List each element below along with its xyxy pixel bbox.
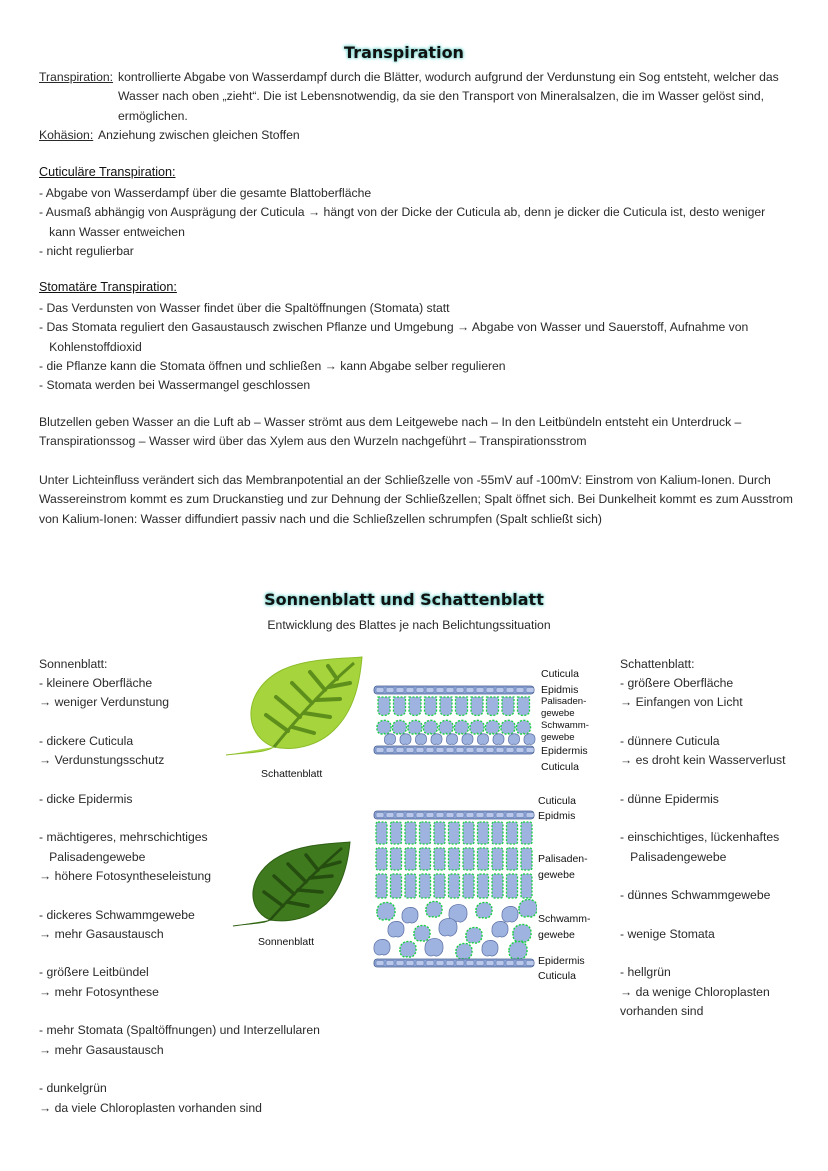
list-item: vorhanden sind xyxy=(620,1004,704,1019)
cuticular-heading: Cuticuläre Transpiration: xyxy=(39,165,176,179)
epidermis-cell xyxy=(516,813,524,818)
list-item: → Einfangen von Licht xyxy=(620,695,743,710)
list-item: → mehr Gasaustausch xyxy=(39,926,164,941)
palisade-cell xyxy=(478,874,489,898)
list-item: → mehr Fotosynthese xyxy=(39,984,159,999)
epidermis-cell xyxy=(416,748,424,753)
epidermis-cell xyxy=(396,813,404,818)
palisade-cell xyxy=(405,874,416,898)
list-item: - größere Leitbündel xyxy=(39,965,149,980)
palisade-cell xyxy=(463,874,474,898)
definition-transpiration xyxy=(118,68,779,126)
palisade-cell xyxy=(463,822,474,844)
palisade-cell xyxy=(449,822,460,844)
palisade-cell xyxy=(478,848,489,870)
list-item: - dünnes Schwammgewebe xyxy=(620,888,771,903)
paragraph-line: Wassereinstrom kommt es zum Druckanstieg und zur Dehnung der Schließzellen; Spalt öffnet sich. Bei Dunkelheit kommt es zum Ausstrom xyxy=(39,492,793,507)
list-item: - Stomata werden bei Wassermangel geschlossen xyxy=(39,378,311,393)
spongy-cell xyxy=(462,734,473,745)
list-item: → weniger Verdunstung xyxy=(39,695,170,710)
spongy-cell xyxy=(388,921,404,937)
spongy-cell xyxy=(470,720,484,734)
spongy-cell xyxy=(400,734,411,745)
epidermis-cell xyxy=(466,748,474,753)
palisade-cell xyxy=(376,848,387,870)
spongy-cell xyxy=(374,939,390,955)
paragraph-membrane-potential xyxy=(39,471,793,529)
list-item: - Abgabe von Wasserdampf über die gesamte Blattoberfläche xyxy=(39,186,372,200)
shade-label-epidermis-bottom: Epidermis xyxy=(541,745,588,757)
list-item: - hellgrün xyxy=(620,965,671,980)
definition-line: ermöglichen. xyxy=(118,108,188,123)
section-title: Sonnenblatt und Schattenblatt xyxy=(264,590,544,609)
epidermis-cell xyxy=(386,748,394,753)
epidermis-cell xyxy=(486,813,494,818)
epidermis-cell xyxy=(526,748,534,753)
sun-cross-section xyxy=(372,809,537,971)
epidermis-cell xyxy=(466,813,474,818)
epidermis-cell xyxy=(526,688,534,693)
list-item: - größere Oberfläche xyxy=(620,676,734,690)
shade-label-palisade-2: gewebe xyxy=(541,708,575,719)
epidermis-cell xyxy=(416,813,424,818)
shade-label-spongy-2: gewebe xyxy=(541,732,575,743)
paragraph-transpiration-flow xyxy=(39,413,741,452)
palisade-cell xyxy=(507,822,518,844)
sun-label-cuticula-bottom: Cuticula xyxy=(538,970,576,982)
epidermis-cell xyxy=(416,688,424,693)
shade-heading: Schattenblatt: xyxy=(620,657,695,671)
list-item: - die Pflanze kann die Stomata öffnen und schließen → kann Abgabe selber regulieren xyxy=(39,358,506,373)
list-item: - Das Verdunsten von Wasser findet über die Spaltöffnungen (Stomata) statt xyxy=(39,301,450,315)
spacer xyxy=(39,1002,320,1021)
list-item: Palisadengewebe xyxy=(39,849,146,864)
epidermis-cell xyxy=(526,813,534,818)
sun-label-epidermis-top: Epidmis xyxy=(538,810,576,822)
sun-leaf-icon xyxy=(230,838,355,933)
list-item: → da viele Chloroplasten vorhanden sind xyxy=(39,1100,262,1115)
list-item: - Das Stomata reguliert den Gasaustausch zwischen Pflanze und Umgebung → Abgabe von Wasser und Sauerstoff, Aufnahme von xyxy=(39,320,749,335)
list-item: - Ausmaß abhängig von Ausprägung der Cuticula → hängt von der Dicke der Cuticula ab, denn je dicker die Cuticula ist, desto weniger xyxy=(39,205,766,220)
spongy-cell xyxy=(425,938,443,956)
list-item: → mehr Gasaustausch xyxy=(39,1042,164,1057)
spongy-cell xyxy=(439,918,457,936)
palisade-cell xyxy=(502,697,514,716)
epidermis-cell xyxy=(436,748,444,753)
spacer xyxy=(39,809,320,828)
palisade-cell xyxy=(405,822,416,844)
epidermis-cell xyxy=(376,813,384,818)
epidermis-cell xyxy=(466,961,474,966)
palisade-cell xyxy=(471,697,483,716)
spacer xyxy=(620,867,786,886)
spongy-cell xyxy=(524,734,535,745)
list-item: - dickere Cuticula xyxy=(39,733,134,748)
epidermis-cell xyxy=(426,688,434,693)
epidermis-cell xyxy=(496,748,504,753)
spacer xyxy=(620,906,786,925)
palisade-cell xyxy=(409,697,421,716)
list-item: → da wenige Chloroplasten xyxy=(620,984,770,999)
epidermis-cell xyxy=(506,961,514,966)
sun-label-spongy-2: gewebe xyxy=(538,929,575,941)
palisade-cell xyxy=(376,822,387,844)
list-item: → es droht kein Wasserverlust xyxy=(620,753,786,768)
palisade-cell xyxy=(456,697,468,716)
paragraph-line: von Kalium-Ionen: Wasser diffundiert passiv nach und die Schließzellen schrumpfen (Spalt schließt sich) xyxy=(39,511,602,526)
epidermis-cell xyxy=(506,688,514,693)
palisade-cell xyxy=(434,822,445,844)
epidermis-cell xyxy=(426,961,434,966)
list-item: Palisadengewebe xyxy=(620,849,727,864)
epidermis-cell xyxy=(446,813,454,818)
spongy-cell xyxy=(482,940,498,956)
shade-list xyxy=(620,674,786,1021)
shade-leaf-label: Schattenblatt xyxy=(261,768,323,780)
list-item: - einschichtiges, lückenhaftes xyxy=(620,830,780,845)
spacer xyxy=(620,713,786,732)
epidermis-cell xyxy=(446,961,454,966)
shade-label-spongy-1: Schwamm- xyxy=(541,720,589,731)
sun-label-spongy-1: Schwamm- xyxy=(538,913,591,925)
spacer xyxy=(620,809,786,828)
spongy-cell xyxy=(423,720,437,734)
definition-line: kontrollierte Abgabe von Wasserdampf durch die Blätter, wodurch aufgrund der Verdunstung ein Sog entsteht, welcher das xyxy=(118,70,779,84)
epidermis-cell xyxy=(516,748,524,753)
definition-term-kohaesion: Kohäsion: xyxy=(39,128,94,142)
epidermis-cell xyxy=(526,961,534,966)
paragraph-line: Unter Lichteinfluss verändert sich das Membranpotential an der Schließzelle von -55mV auf -100mV: Einstrom von Kalium-Ionen. Durch xyxy=(39,473,771,487)
palisade-cell xyxy=(434,848,445,870)
spongy-cell xyxy=(408,720,422,734)
shade-label-cuticula-top: Cuticula xyxy=(541,668,579,680)
palisade-cell xyxy=(420,874,431,898)
page-title: Transpiration xyxy=(344,43,464,62)
definition-term-transpiration: Transpiration: xyxy=(39,70,114,84)
epidermis-cell xyxy=(386,688,394,693)
palisade-cell xyxy=(376,874,387,898)
spongy-cell xyxy=(501,720,515,734)
epidermis-cell xyxy=(476,688,484,693)
stomatal-heading: Stomatäre Transpiration: xyxy=(39,280,177,294)
spongy-cell xyxy=(477,734,488,745)
palisade-cell xyxy=(521,822,532,844)
epidermis-cell xyxy=(416,961,424,966)
epidermis-cell xyxy=(436,688,444,693)
sun-heading: Sonnenblatt: xyxy=(39,657,108,671)
palisade-cell xyxy=(487,697,499,716)
palisade-cell xyxy=(391,874,402,898)
epidermis-cell xyxy=(376,688,384,693)
sun-leaf-label: Sonnenblatt xyxy=(258,936,315,948)
epidermis-cell xyxy=(486,748,494,753)
list-item: - mächtigeres, mehrschichtiges xyxy=(39,830,208,845)
palisade-cell xyxy=(521,848,532,870)
epidermis-cell xyxy=(486,688,494,693)
list-item: - dickeres Schwammgewebe xyxy=(39,907,195,922)
epidermis-cell xyxy=(466,688,474,693)
palisade-cell xyxy=(463,848,474,870)
spongy-cell xyxy=(508,734,519,745)
list-item: - mehr Stomata (Spaltöffnungen) und Interzellularen xyxy=(39,1023,320,1038)
spacer xyxy=(39,1060,320,1079)
palisade-cell xyxy=(518,697,530,716)
list-item: - dünne Epidermis xyxy=(620,791,719,806)
palisade-cell xyxy=(521,874,532,898)
epidermis-cell xyxy=(396,961,404,966)
shade-label-epidermis-top: Epidmis xyxy=(541,684,579,696)
shade-cross-section xyxy=(372,683,537,759)
epidermis-cell xyxy=(496,961,504,966)
definition-line: Wasser nach oben „zieht“. Die ist Lebensnotwendig, da sie den Transport von Mineralsalzen, die im Wasser gelöst sind, xyxy=(118,89,765,104)
list-item: → höhere Fotosyntheseleistung xyxy=(39,868,212,883)
palisade-cell xyxy=(449,848,460,870)
spongy-cell xyxy=(513,924,531,942)
epidermis-cell xyxy=(456,961,464,966)
spongy-cell xyxy=(485,720,499,734)
cuticular-list xyxy=(39,184,765,261)
epidermis-cell xyxy=(426,813,434,818)
epidermis-cell xyxy=(436,961,444,966)
spacer xyxy=(620,944,786,963)
spongy-cell xyxy=(377,720,391,734)
epidermis-cell xyxy=(426,748,434,753)
spongy-cell xyxy=(414,925,430,941)
epidermis-cell xyxy=(476,748,484,753)
list-item: Kohlenstoffdioxid xyxy=(39,339,142,354)
spongy-cell xyxy=(431,734,442,745)
palisade-cell xyxy=(405,848,416,870)
spongy-cell xyxy=(402,907,418,923)
list-item: - dunkelgrün xyxy=(39,1081,107,1096)
spongy-cell xyxy=(439,720,453,734)
epidermis-cell xyxy=(376,961,384,966)
spongy-cell xyxy=(456,943,472,959)
palisade-cell xyxy=(507,874,518,898)
epidermis-cell xyxy=(496,688,504,693)
spongy-cell xyxy=(400,941,416,957)
spongy-cell xyxy=(519,899,537,917)
list-item: - wenige Stomata xyxy=(620,926,715,941)
sun-label-epidermis-bottom: Epidermis xyxy=(538,955,585,967)
stomatal-list xyxy=(39,299,748,395)
shade-label-cuticula-bottom: Cuticula xyxy=(541,761,579,773)
palisade-cell xyxy=(378,697,390,716)
spongy-cell xyxy=(446,734,457,745)
shade-leaf-icon xyxy=(222,655,367,760)
epidermis-cell xyxy=(486,961,494,966)
spongy-cell xyxy=(493,734,504,745)
epidermis-cell xyxy=(446,688,454,693)
epidermis-cell xyxy=(406,961,414,966)
palisade-cell xyxy=(391,848,402,870)
epidermis-cell xyxy=(456,748,464,753)
spongy-cell xyxy=(492,921,508,937)
list-item: - nicht regulierbar xyxy=(39,243,134,258)
sun-label-palisade-2: gewebe xyxy=(538,869,575,881)
epidermis-cell xyxy=(516,961,524,966)
spacer xyxy=(620,770,786,789)
list-item: - kleinere Oberfläche xyxy=(39,676,153,690)
list-item: - dünnere Cuticula xyxy=(620,733,720,748)
epidermis-cell xyxy=(506,813,514,818)
palisade-cell xyxy=(492,874,503,898)
epidermis-cell xyxy=(476,813,484,818)
sun-label-cuticula-top: Cuticula xyxy=(538,795,576,807)
spongy-cell xyxy=(384,734,395,745)
spongy-cell xyxy=(516,720,530,734)
epidermis-cell xyxy=(506,748,514,753)
spongy-cell xyxy=(502,906,518,922)
palisade-cell xyxy=(394,697,406,716)
epidermis-cell xyxy=(496,813,504,818)
section-subtitle: Entwicklung des Blattes je nach Belichtungssituation xyxy=(267,618,551,632)
list-item: - dicke Epidermis xyxy=(39,791,133,806)
epidermis-cell xyxy=(376,748,384,753)
sun-label-palisade-1: Palisaden- xyxy=(538,853,588,865)
spongy-cell xyxy=(415,734,426,745)
epidermis-cell xyxy=(456,813,464,818)
epidermis-cell xyxy=(396,748,404,753)
spongy-cell xyxy=(426,901,442,917)
spongy-cell xyxy=(476,902,492,918)
palisade-cell xyxy=(425,697,437,716)
epidermis-cell xyxy=(406,813,414,818)
epidermis-cell xyxy=(386,813,394,818)
palisade-cell xyxy=(420,822,431,844)
list-item: → Verdunstungsschutz xyxy=(39,753,165,768)
palisade-cell xyxy=(449,874,460,898)
palisade-cell xyxy=(478,822,489,844)
paragraph-line: Transpirationssog – Wasser wird über das Xylem aus den Wurzeln nachgeführt – Transpirationsstrom xyxy=(39,434,587,449)
palisade-cell xyxy=(440,697,452,716)
palisade-cell xyxy=(434,874,445,898)
definition-kohaesion: Anziehung zwischen gleichen Stoffen xyxy=(98,128,300,142)
paragraph-line: Blutzellen geben Wasser an die Luft ab – Wasser strömt aus dem Leitgewebe nach – In den Leitbündeln entsteht ein Unterdruck – xyxy=(39,415,742,429)
epidermis-cell xyxy=(406,748,414,753)
spongy-cell xyxy=(509,941,527,959)
spongy-cell xyxy=(466,927,482,943)
epidermis-cell xyxy=(476,961,484,966)
list-item: kann Wasser entweichen xyxy=(39,224,185,239)
epidermis-cell xyxy=(456,688,464,693)
palisade-cell xyxy=(492,822,503,844)
epidermis-cell xyxy=(446,748,454,753)
epidermis-cell xyxy=(396,688,404,693)
epidermis-cell xyxy=(516,688,524,693)
epidermis-cell xyxy=(386,961,394,966)
spongy-cell xyxy=(377,902,395,920)
palisade-cell xyxy=(492,848,503,870)
spongy-cell xyxy=(392,720,406,734)
palisade-cell xyxy=(420,848,431,870)
epidermis-cell xyxy=(406,688,414,693)
spongy-cell xyxy=(454,720,468,734)
epidermis-cell xyxy=(436,813,444,818)
shade-label-palisade-1: Palisaden- xyxy=(541,696,587,707)
palisade-cell xyxy=(507,848,518,870)
palisade-cell xyxy=(391,822,402,844)
